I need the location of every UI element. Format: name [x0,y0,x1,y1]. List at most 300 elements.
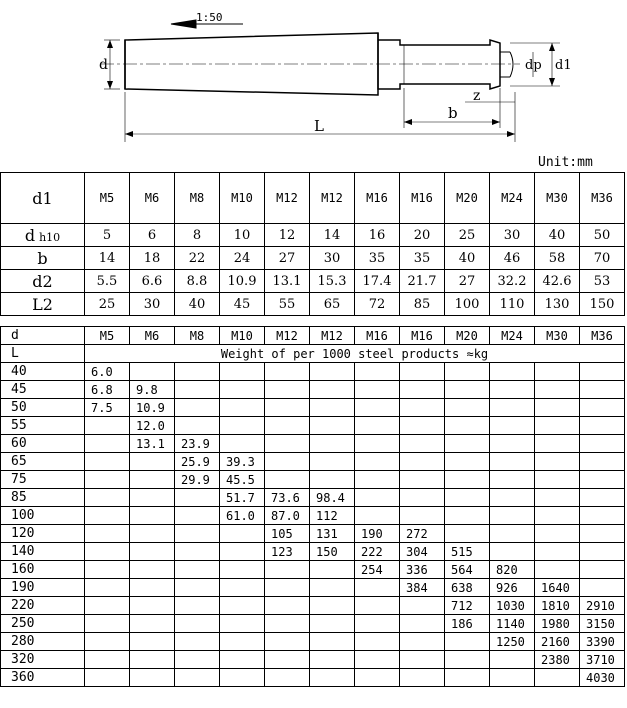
weight-value-cell [175,543,220,561]
weight-caption-row [1,345,625,363]
weight-value-cell [445,507,490,525]
weight-value-cell [490,669,535,687]
spec-value-cell: 10 [220,224,265,247]
weight-value-cell [580,381,625,399]
weight-value-cell: 4030 [580,669,625,687]
weight-value-cell [175,489,220,507]
weight-value-cell [310,435,355,453]
weight-row [1,471,625,489]
weight-value-cell [580,561,625,579]
spec-value-cell: 6 [130,224,175,247]
spec-value-cell: 50 [580,224,625,247]
weight-value-cell [400,453,445,471]
spec-size-cell: M20 [445,173,490,224]
weight-value-cell [130,543,175,561]
weight-value-cell [85,633,130,651]
weight-value-cell [130,453,175,471]
weight-value-cell [490,399,535,417]
weight-value-cell: 13.1 [130,435,175,453]
weight-value-cell: 39.3 [220,453,265,471]
spec-size-cell: M5 [85,173,130,224]
weight-value-cell [130,669,175,687]
weight-value-cell: 9.8 [130,381,175,399]
weight-value-cell [175,363,220,381]
weight-value-cell [535,489,580,507]
weight-value-cell [220,435,265,453]
weight-length-cell: 50 [1,399,85,417]
weight-value-cell [490,543,535,561]
weight-value-cell [535,525,580,543]
weight-value-cell: 123 [265,543,310,561]
weight-value-cell [445,417,490,435]
weight-length-cell: 320 [1,651,85,669]
spec-value-cell: 10.9 [220,270,265,293]
weight-value-cell [490,525,535,543]
weight-value-cell [220,399,265,417]
weight-value-cell: 1980 [535,615,580,633]
weight-value-cell: 51.7 [220,489,265,507]
label-z: z [473,88,481,104]
weight-value-cell [580,489,625,507]
weight-size-cell: M16 [400,327,445,345]
weight-value-cell [535,561,580,579]
spec-value-cell: 65 [310,293,355,316]
weight-value-cell [355,579,400,597]
weight-value-cell: 87.0 [265,507,310,525]
weight-value-cell [130,579,175,597]
spec-value-cell: 15.3 [310,270,355,293]
weight-value-cell [490,381,535,399]
weight-value-cell [130,507,175,525]
spec-size-cell: M6 [130,173,175,224]
weight-size-cell: M10 [220,327,265,345]
spec-value-cell: 42.6 [535,270,580,293]
spec-size-cell: M36 [580,173,625,224]
weight-value-cell: 336 [400,561,445,579]
weight-length-cell: 40 [1,363,85,381]
weight-row [1,651,625,669]
spec-value-cell: 16 [355,224,400,247]
unit-label: Unit:mm [538,155,593,170]
weight-value-cell [355,453,400,471]
weight-value-cell [175,525,220,543]
spec-size-cell: M30 [535,173,580,224]
weight-value-cell: 6.0 [85,363,130,381]
weight-value-cell [445,489,490,507]
weight-value-cell [265,633,310,651]
weight-value-cell: 98.4 [310,489,355,507]
weight-value-cell: 384 [400,579,445,597]
weight-value-cell [445,525,490,543]
weight-value-cell [355,399,400,417]
label-d: d [99,57,108,73]
weight-value-cell [220,579,265,597]
weight-value-cell: 272 [400,525,445,543]
spec-value-cell: 30 [490,224,535,247]
weight-value-cell [355,363,400,381]
spec-value-cell: 12 [265,224,310,247]
spec-row-label-text: d [24,225,36,245]
spec-value-cell: 72 [355,293,400,316]
weight-value-cell [310,471,355,489]
spec-value-cell: 53 [580,270,625,293]
weight-value-cell [355,633,400,651]
spec-size-cell: M10 [220,173,265,224]
dimension-table [0,172,625,316]
weight-value-cell [220,525,265,543]
weight-value-cell [355,597,400,615]
weight-value-cell: 564 [445,561,490,579]
weight-value-cell [310,669,355,687]
weight-value-cell: 45.5 [220,471,265,489]
spec-value-cell: 55 [265,293,310,316]
weight-value-cell [400,507,445,525]
weight-value-cell [580,363,625,381]
spec-value-cell: 40 [535,224,580,247]
weight-value-cell [445,471,490,489]
weight-value-cell [355,669,400,687]
weight-value-cell: 131 [310,525,355,543]
weight-value-cell [400,489,445,507]
spec-value-cell: 70 [580,247,625,270]
weight-value-cell [175,561,220,579]
weight-table [0,326,625,687]
weight-value-cell [535,417,580,435]
spec-row-label-text: b [37,248,48,268]
spec-row-label [1,247,85,270]
spec-value-cell: 45 [220,293,265,316]
weight-value-cell [580,507,625,525]
weight-length-cell: 85 [1,489,85,507]
weight-value-cell [175,597,220,615]
spec-value-cell: 18 [130,247,175,270]
weight-value-cell: 3390 [580,633,625,651]
weight-value-cell [175,651,220,669]
spec-header-label: d1 [1,173,85,224]
weight-size-cell: M12 [310,327,355,345]
threaded-end [378,33,500,89]
weight-value-cell [580,525,625,543]
weight-row [1,597,625,615]
weight-size-cell: M5 [85,327,130,345]
weight-value-cell [220,597,265,615]
spec-row [1,247,625,270]
weight-value-cell [400,615,445,633]
weight-value-cell [175,507,220,525]
weight-value-cell: 926 [490,579,535,597]
weight-value-cell [130,633,175,651]
weight-value-cell [355,507,400,525]
weight-value-cell [220,651,265,669]
weight-value-cell: 820 [490,561,535,579]
spec-header-row [1,173,625,224]
weight-value-cell [400,399,445,417]
weight-length-cell: 60 [1,435,85,453]
spec-value-cell: 27 [445,270,490,293]
weight-value-cell [130,489,175,507]
weight-value-cell [490,435,535,453]
weight-value-cell [400,435,445,453]
weight-value-cell [130,363,175,381]
weight-length-cell: 250 [1,615,85,633]
weight-value-cell [130,597,175,615]
weight-value-cell [310,381,355,399]
weight-value-cell [85,471,130,489]
weight-value-cell [400,651,445,669]
weight-header: Weight of per 1000 steel products ≈kg [85,345,625,363]
weight-value-cell [220,363,265,381]
spec-value-cell: 25 [445,224,490,247]
weight-row [1,381,625,399]
weight-row [1,507,625,525]
spec-row [1,224,625,247]
weight-value-cell: 254 [355,561,400,579]
weight-value-cell [355,435,400,453]
weight-value-cell [175,417,220,435]
spec-value-cell: 8 [175,224,220,247]
weight-value-cell [220,417,265,435]
spec-value-cell: 20 [400,224,445,247]
weight-value-cell: 1140 [490,615,535,633]
weight-value-cell [445,651,490,669]
weight-size-cell: M36 [580,327,625,345]
weight-value-cell [580,453,625,471]
weight-value-cell [355,489,400,507]
spec-value-cell: 5.5 [85,270,130,293]
spec-size-cell: M24 [490,173,535,224]
weight-length-cell: 100 [1,507,85,525]
spec-row-label [1,293,85,316]
weight-length-cell: 360 [1,669,85,687]
weight-value-cell [85,561,130,579]
weight-value-cell [310,399,355,417]
spec-value-cell: 130 [535,293,580,316]
weight-value-cell [310,561,355,579]
weight-value-cell [265,561,310,579]
weight-d-label: d [1,327,85,345]
weight-value-cell [265,471,310,489]
weight-value-cell [265,579,310,597]
spec-value-cell: 14 [310,224,355,247]
weight-size-row [1,327,625,345]
spec-row-label-text: L2 [32,294,53,314]
weight-size-cell: M6 [130,327,175,345]
taper-label: 1:50 [196,11,223,24]
weight-value-cell [85,453,130,471]
spec-value-cell: 17.4 [355,270,400,293]
weight-value-cell: 25.9 [175,453,220,471]
weight-size-cell: M12 [265,327,310,345]
weight-value-cell [130,651,175,669]
weight-value-cell [580,399,625,417]
label-b: b [448,104,458,122]
weight-value-cell [400,363,445,381]
weight-value-cell [85,507,130,525]
weight-value-cell [85,669,130,687]
weight-value-cell [535,435,580,453]
weight-l-label: L [1,345,85,363]
weight-value-cell [265,597,310,615]
spec-value-cell: 32.2 [490,270,535,293]
spec-value-cell: 150 [580,293,625,316]
spec-size-cell: M12 [265,173,310,224]
weight-value-cell [535,543,580,561]
weight-value-cell: 112 [310,507,355,525]
spec-value-cell: 13.1 [265,270,310,293]
weight-value-cell [220,633,265,651]
spec-value-cell: 27 [265,247,310,270]
weight-value-cell: 2910 [580,597,625,615]
weight-value-cell [175,615,220,633]
weight-value-cell [580,417,625,435]
weight-value-cell [265,435,310,453]
weight-value-cell [445,435,490,453]
weight-value-cell [535,363,580,381]
weight-value-cell [355,471,400,489]
weight-value-cell [400,471,445,489]
weight-value-cell [265,651,310,669]
weight-value-cell [580,543,625,561]
weight-value-cell [580,579,625,597]
spec-size-cell: M16 [400,173,445,224]
weight-value-cell [535,381,580,399]
spec-value-cell: 25 [85,293,130,316]
weight-value-cell [85,435,130,453]
weight-value-cell [490,417,535,435]
spec-value-cell: 30 [130,293,175,316]
weight-value-cell: 2160 [535,633,580,651]
weight-length-cell: 65 [1,453,85,471]
weight-value-cell [85,489,130,507]
weight-value-cell: 150 [310,543,355,561]
weight-value-cell [445,381,490,399]
spec-value-cell: 22 [175,247,220,270]
weight-row [1,489,625,507]
weight-value-cell [175,399,220,417]
weight-row [1,633,625,651]
spec-value-cell: 24 [220,247,265,270]
weight-value-cell [310,615,355,633]
weight-value-cell [445,453,490,471]
weight-value-cell [490,489,535,507]
weight-value-cell [490,507,535,525]
spec-value-cell: 40 [175,293,220,316]
label-L: L [314,117,324,135]
weight-value-cell: 304 [400,543,445,561]
weight-value-cell [355,381,400,399]
weight-row [1,363,625,381]
weight-value-cell [85,525,130,543]
spec-value-cell: 6.6 [130,270,175,293]
spec-value-cell: 35 [400,247,445,270]
spec-value-cell: 100 [445,293,490,316]
weight-length-cell: 45 [1,381,85,399]
weight-value-cell [175,579,220,597]
weight-value-cell [220,561,265,579]
weight-value-cell [355,651,400,669]
weight-value-cell [445,633,490,651]
weight-value-cell: 6.8 [85,381,130,399]
weight-row [1,543,625,561]
spec-value-cell: 8.8 [175,270,220,293]
weight-value-cell [130,471,175,489]
weight-value-cell [265,669,310,687]
spec-row-label [1,270,85,293]
weight-value-cell [220,669,265,687]
spec-value-cell: 5 [85,224,130,247]
weight-value-cell: 3710 [580,651,625,669]
weight-value-cell: 29.9 [175,471,220,489]
weight-value-cell: 712 [445,597,490,615]
weight-value-cell [220,381,265,399]
spec-value-cell: 30 [310,247,355,270]
weight-size-cell: M16 [355,327,400,345]
weight-value-cell: 10.9 [130,399,175,417]
weight-value-cell [130,561,175,579]
weight-value-cell [400,669,445,687]
weight-row [1,615,625,633]
weight-value-cell [85,579,130,597]
weight-value-cell [355,615,400,633]
weight-length-cell: 190 [1,579,85,597]
weight-value-cell [310,453,355,471]
weight-value-cell [310,597,355,615]
label-d1: d1 [555,58,572,73]
weight-length-cell: 220 [1,597,85,615]
spec-size-cell: M8 [175,173,220,224]
weight-value-cell: 515 [445,543,490,561]
weight-size-cell: M8 [175,327,220,345]
weight-value-cell: 1810 [535,597,580,615]
weight-value-cell [490,363,535,381]
weight-value-cell: 1030 [490,597,535,615]
weight-value-cell [490,453,535,471]
spec-value-cell: 58 [535,247,580,270]
spec-row [1,270,625,293]
spec-row-label-text: d2 [32,271,53,291]
weight-value-cell [310,417,355,435]
spec-value-cell: 21.7 [400,270,445,293]
weight-value-cell [580,435,625,453]
weight-value-cell [355,417,400,435]
weight-value-cell: 190 [355,525,400,543]
weight-value-cell [535,471,580,489]
weight-value-cell [580,471,625,489]
weight-value-cell [175,381,220,399]
weight-value-cell [265,381,310,399]
weight-value-cell: 105 [265,525,310,543]
weight-value-cell: 1250 [490,633,535,651]
weight-value-cell [400,597,445,615]
weight-value-cell: 186 [445,615,490,633]
weight-value-cell [85,597,130,615]
spec-value-cell: 85 [400,293,445,316]
weight-value-cell [265,417,310,435]
weight-value-cell [265,615,310,633]
weight-length-cell: 55 [1,417,85,435]
weight-size-cell: M24 [490,327,535,345]
weight-value-cell: 73.6 [265,489,310,507]
weight-value-cell: 23.9 [175,435,220,453]
weight-value-cell [400,633,445,651]
spec-size-cell: M16 [355,173,400,224]
weight-row [1,453,625,471]
weight-value-cell [445,669,490,687]
weight-value-cell [265,453,310,471]
spec-value-cell: 46 [490,247,535,270]
weight-value-cell [130,525,175,543]
weight-value-cell [220,615,265,633]
